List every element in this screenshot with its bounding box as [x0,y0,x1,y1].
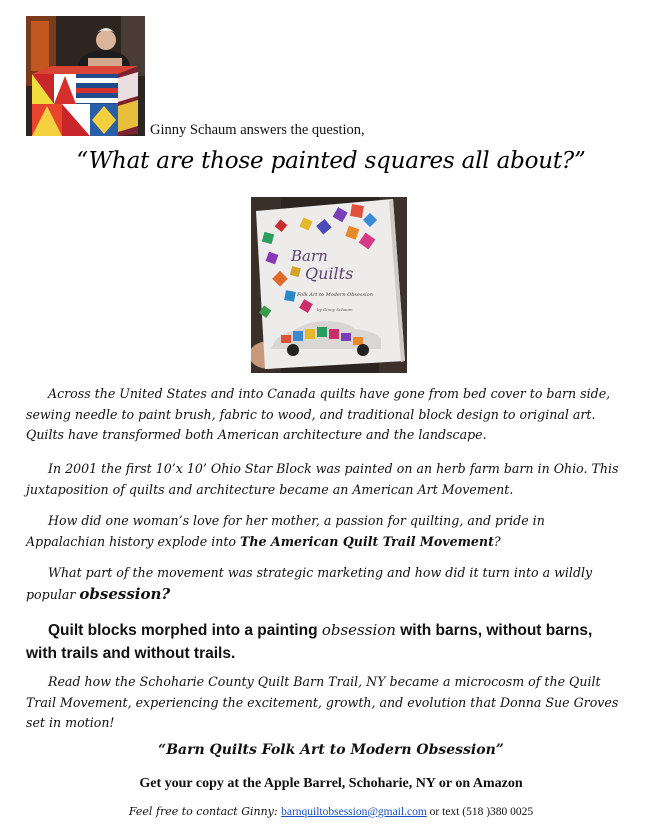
book-cover-photo [251,197,407,373]
obsession-word: obsession [321,621,396,639]
book-title-line: “Barn Quilts Folk Art to Modern Obsession” [158,742,504,758]
paragraph-5: Quilt blocks morphed into a painting obsession with barns, without barns, with trails and without trails. [26,621,593,662]
paragraph-2: In 2001 the first 10’x 10’ Ohio Star Block was painted on an herb farm barn in Ohio. This juxtaposition of quilts and architecture became an American Art Movement. [26,461,619,497]
get-copy-line: Get your copy at the Apple Barrel, Schoharie, NY or on Amazon [139,776,523,791]
author-photo [26,16,145,136]
headline: “What are those painted squares all about?” [76,148,586,174]
book-title-line2: Quilts [305,264,354,283]
paragraph-4: What part of the movement was strategic marketing and how did it turn into a wildly popular obsession? [26,565,593,603]
contact-phone: or text (518 )380 0025 [426,806,534,818]
book-subtitle: Folk Art to Modern Obsession [297,292,373,298]
book-title-line1: Barn [291,247,328,265]
book-author: by Ginny Schaum [317,307,353,312]
contact-label: Feel free to contact Ginny: [128,805,282,818]
intro-caption: Ginny Schaum answers the question, [150,122,365,138]
obsession-emphasis: obsession? [79,584,171,603]
contact-line [0,805,662,818]
paragraph-1: Across the United States and into Canada quilts have gone from bed cover to barn side, sewing needle to paint brush, fabric to wood, and traditional block design to original art. Quilts have transformed both American architecture and the landscape. [26,386,611,442]
contact-email-link[interactable]: barnquiltobsession@gmail.com [281,806,427,818]
movement-name: The American Quilt Trail Movement [240,533,494,549]
paragraph-3: How did one woman’s love for her mother, a passion for quilting, and pride in Appalachian history explode into The American Quilt Trail Movement? [26,513,545,549]
paragraph-6: Read how the Schoharie County Quilt Barn Trail, NY became a microcosm of the Quilt Trail Movement, experiencing the excitement, growth, and evolution that Donna Sue Groves set in motion! [26,674,619,730]
